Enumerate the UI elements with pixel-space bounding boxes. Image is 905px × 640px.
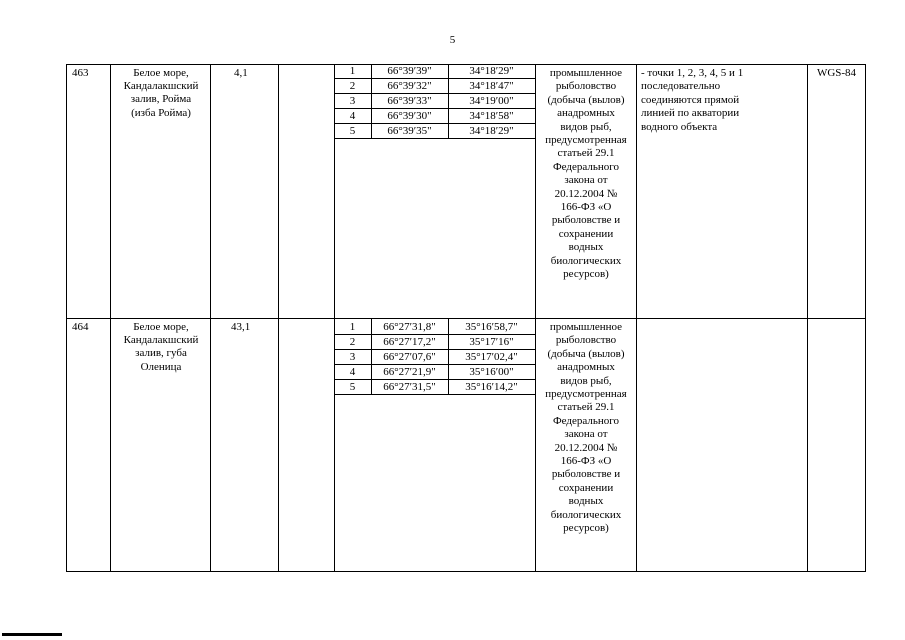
point-latitude: 66°27′21,9" — [383, 366, 436, 378]
footer-rule — [2, 633, 62, 636]
point-longitude: 35°16′00" — [469, 366, 514, 378]
point-longitude: 34°19′00" — [469, 95, 514, 107]
coord-grid-line — [334, 108, 535, 109]
point-longitude: 35°17′02,4" — [465, 351, 518, 363]
coordinate-system: WGS-84 — [816, 67, 857, 79]
boundary-note: - точки 1, 2, 3, 4, 5 и 1 последовательно соединяются прямой линией по акватории водного объекта — [641, 67, 744, 133]
coord-grid-line — [334, 78, 535, 79]
point-longitude: 34°18′29" — [469, 65, 514, 77]
coord-grid-line — [334, 93, 535, 94]
coord-grid-line — [334, 364, 535, 365]
point-latitude: 66°39′35" — [387, 125, 432, 137]
point-longitude: 34°18′47" — [469, 80, 514, 92]
row-separator — [66, 318, 866, 319]
point-latitude: 66°27′17,2" — [383, 336, 436, 348]
point-longitude: 35°16′14,2" — [465, 381, 518, 393]
coord-grid-line — [334, 379, 535, 380]
point-longitude: 34°18′29" — [469, 125, 514, 137]
point-number: 2 — [349, 80, 356, 92]
point-number: 2 — [349, 336, 356, 348]
site-id: 464 — [72, 321, 89, 333]
coord-grid-line — [334, 138, 535, 139]
point-longitude: 35°17′16" — [469, 336, 514, 348]
fishing-purpose: промышленное рыболовство (добыча (вылов) анадромных видов рыб, предусмотренная статьей 29.1 Федерального закона от 20.12.2004 № 166-ФЗ «О рыболовстве и сохранении водных биологических ресурсов) — [545, 321, 627, 535]
point-longitude: 34°18′58" — [469, 110, 514, 122]
fishing-purpose: промышленное рыболовство (добыча (вылов) анадромных видов рыб, предусмотренная статьей 29.1 Федерального закона от 20.12.2004 № 166-ФЗ «О рыболовстве и сохранении водных биологических ресурсов) — [545, 67, 627, 281]
coord-grid-line — [334, 349, 535, 350]
point-number: 5 — [349, 381, 356, 393]
point-latitude: 66°39′39" — [387, 65, 432, 77]
coord-grid-line — [334, 123, 535, 124]
point-number: 4 — [349, 366, 356, 378]
point-latitude: 66°27′31,5" — [383, 381, 436, 393]
point-number: 1 — [349, 321, 356, 333]
table-border-bottom — [66, 571, 866, 572]
site-id: 463 — [72, 67, 89, 79]
point-latitude: 66°27′07,6" — [383, 351, 436, 363]
site-name: Белое море, Кандалакшский залив, губа Оленица — [123, 321, 199, 373]
site-area: 43,1 — [231, 321, 251, 333]
coord-grid-line — [334, 334, 535, 335]
point-number: 1 — [349, 65, 356, 77]
point-number: 3 — [349, 95, 356, 107]
point-number: 3 — [349, 351, 356, 363]
fishing-sites-table — [66, 64, 866, 572]
coord-grid-line — [334, 394, 535, 395]
site-name: Белое море, Кандалакшский залив, Ройма (изба Ройма) — [123, 67, 199, 119]
point-latitude: 66°27′31,8" — [383, 321, 436, 333]
page-number: 5 — [449, 34, 456, 46]
point-latitude: 66°39′30" — [387, 110, 432, 122]
point-number: 5 — [349, 125, 356, 137]
point-longitude: 35°16′58,7" — [465, 321, 518, 333]
point-number: 4 — [349, 110, 356, 122]
site-area: 4,1 — [234, 67, 248, 79]
point-latitude: 66°39′32" — [387, 80, 432, 92]
point-latitude: 66°39′33" — [387, 95, 432, 107]
